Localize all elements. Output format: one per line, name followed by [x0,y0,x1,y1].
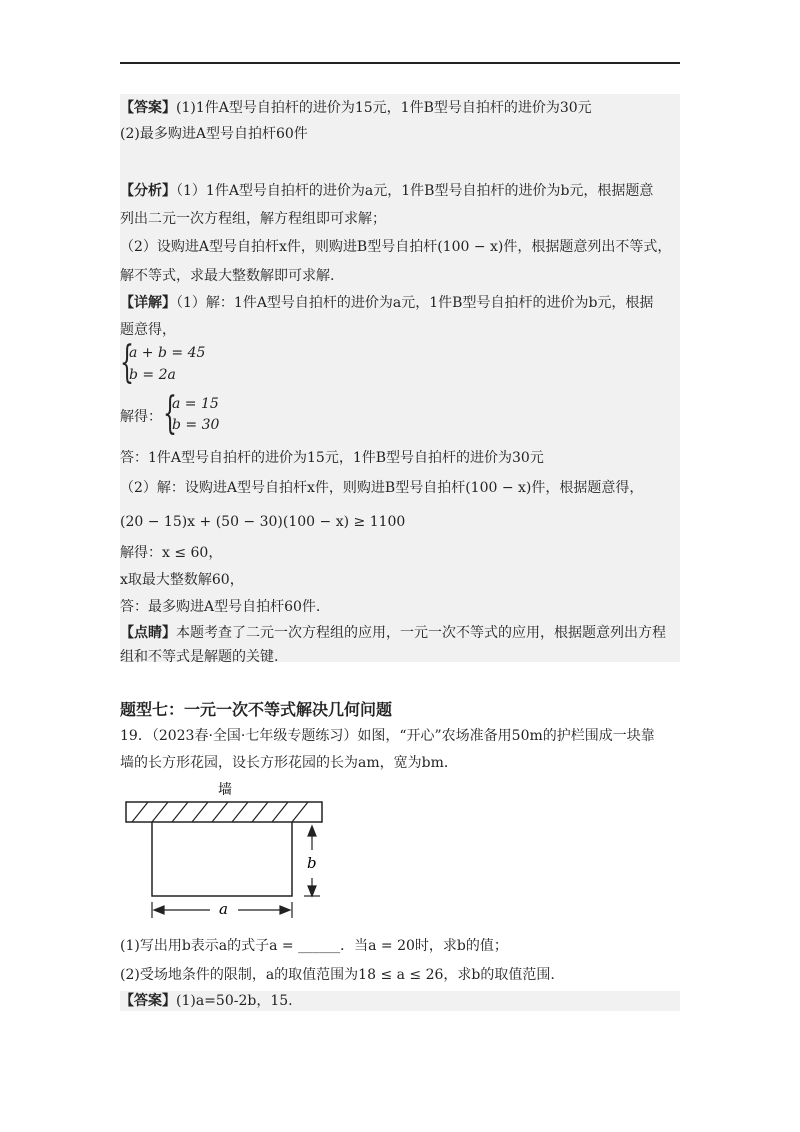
subquestion-1: (1)写出用b表示a的式子a = ______．当a = 20时，求b的值； [120,938,508,954]
analysis-line-1 [120,181,653,201]
analysis-line-3: （2）设购进A型号自拍杆x件，则购进B型号自拍杆(100 − x)件，根据题意列出不等式， [120,239,672,255]
final-answer-line [120,991,293,1011]
answer-line-2: (2)最多购进A型号自拍杆60件 [120,126,308,142]
system2-eq-a: a = 15 [172,396,219,412]
solve-label: 解得： [120,409,162,425]
system-brace-1: { [120,337,134,388]
part2-line-1: （2）解：设购进A型号自拍杆x件，则购进B型号自拍杆(100 − x)件，根据题意得， [120,480,644,496]
b-label: b [307,854,317,872]
section-heading: 题型七：一元一次不等式解决几何问题 [120,700,393,719]
comment-text-1: 本题考查了二元一次方程组的应用，一元一次不等式的应用，根据题意列出方程 [176,625,666,641]
analysis-line-2: 列出二元一次方程组，解方程组即可求解； [120,211,386,227]
system1-eq-b: b = 2a [129,367,176,383]
analysis-text-1: （1）1件A型号自拍杆的进价为a元，1件B型号自拍杆的进价为b元，根据题意 [176,183,654,199]
system1-eq-a: a + b = 45 [129,345,206,361]
inequality-solution: 解得：x ≤ 60， [120,545,223,561]
wall [126,802,322,822]
answer-text-1: (1)1件A型号自拍杆的进价为15元，1件B型号自拍杆的进价为30元 [176,100,592,116]
wall-label: 墙 [218,782,232,798]
question-line-1: 19．（2023春·全国·七年级专题练习）如图，“开心”农场准备用50m的护栏围成一块靠 [120,728,655,744]
comment-tag: 【点睛】 [120,625,176,641]
answer-line-1 [120,98,592,118]
header-rule [120,62,680,64]
answer-part2: 答：最多购进A型号自拍杆60件. [120,599,321,615]
subquestion-2: (2)受场地条件的限制，a的取值范围为18 ≤ a ≤ 26，求b的取值范围. [120,967,555,983]
system2-eq-b: b = 30 [172,417,220,433]
detail-text-1: （1）解：1件A型号自拍杆的进价为a元，1件B型号自拍杆的进价为b元，根据 [176,295,654,311]
system-brace-2: { [163,388,177,439]
question-line-2: 墙的长方形花园，设长方形花园的长为am，宽为bm． [120,755,458,771]
wall-hatching [132,802,308,822]
analysis-tag: 【分析】 [120,183,176,199]
answer-part1: 答：1件A型号自拍杆的进价为15元，1件B型号自拍杆的进价为30元 [120,450,544,466]
detail-line-1 [120,293,653,313]
inequality: (20 − 15)x + (50 − 30)(100 − x) ≥ 1100 [120,514,406,530]
final-answer-text: (1)a=50-2b，15. [176,993,293,1009]
final-answer-tag: 【答案】 [120,993,176,1009]
comment-line-2: 组和不等式是解题的关键. [120,649,279,665]
garden-rectangle [152,822,292,896]
garden-figure [118,776,338,922]
detail-line-2: 题意得， [120,322,176,338]
analysis-line-4: 解不等式，求最大整数解即可求解. [120,268,335,284]
comment-line-1 [120,623,666,643]
max-integer: x取最大整数解60， [120,572,244,588]
detail-tag: 【详解】 [120,295,176,311]
answer-tag: 【答案】 [120,100,176,116]
a-label: a [219,900,228,918]
